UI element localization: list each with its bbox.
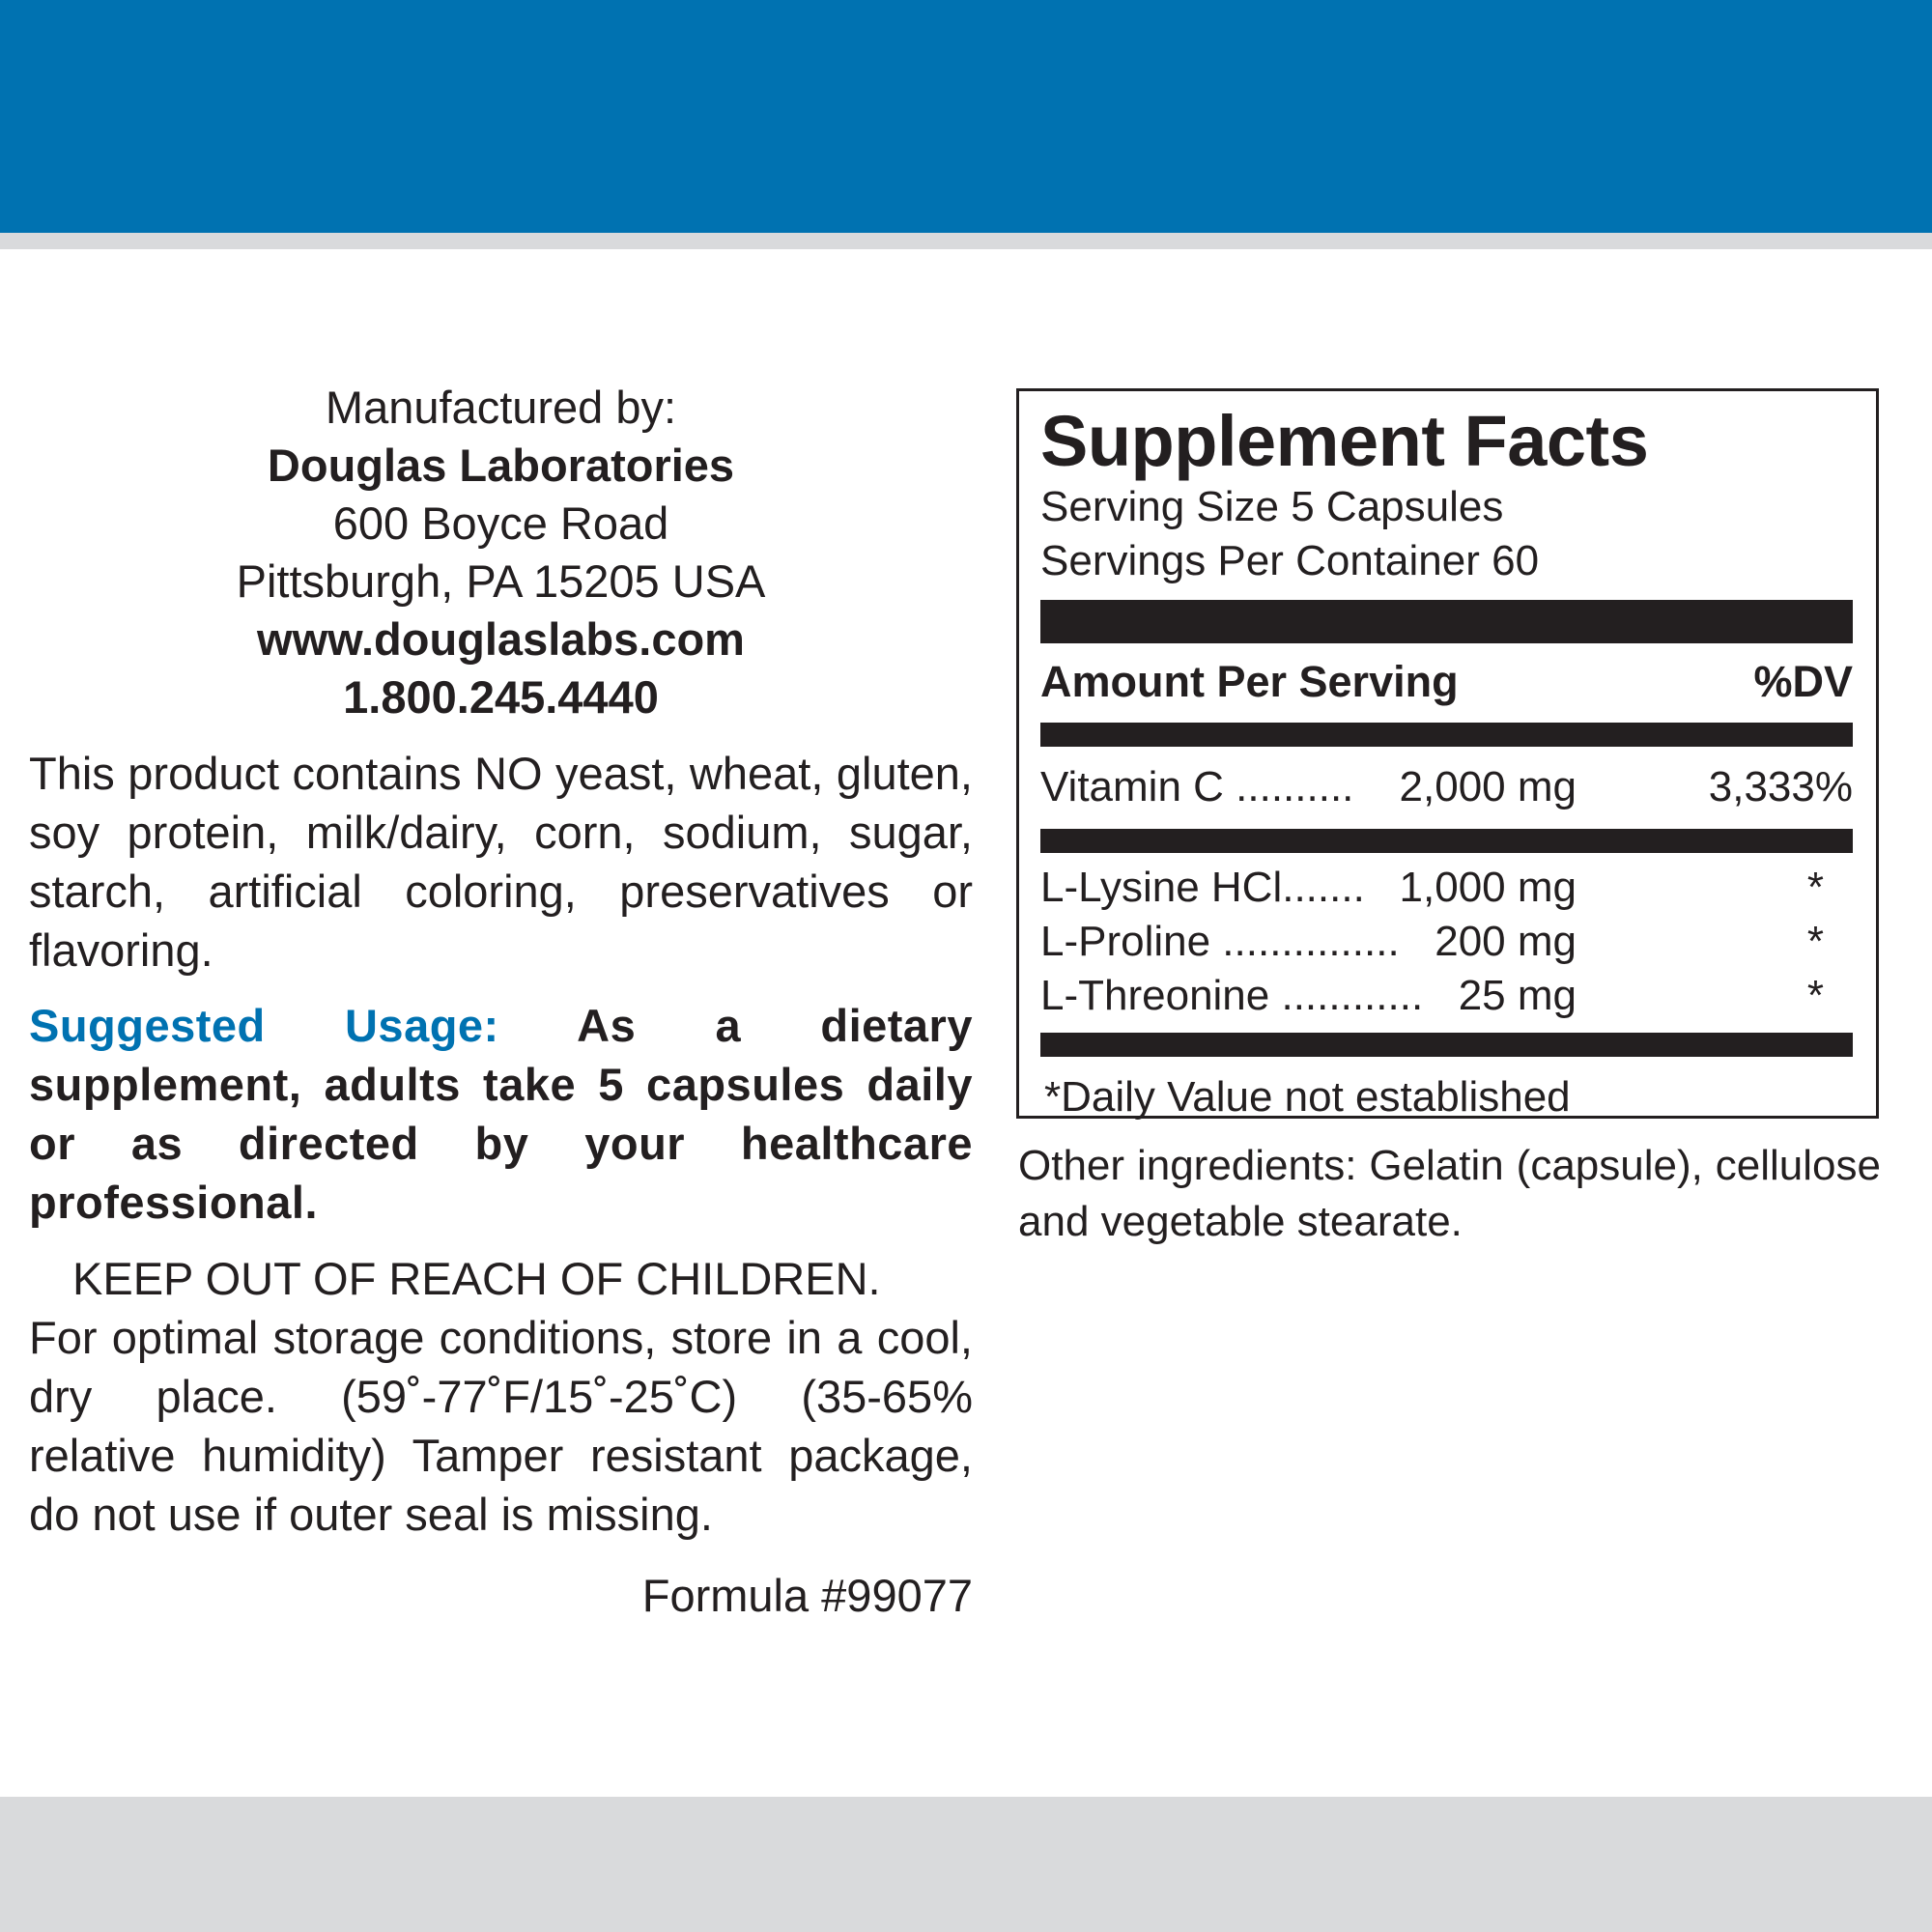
bottom-gray-band [0,1797,1932,1932]
dv-header: %DV [1753,657,1853,706]
facts-divider-thick [1040,600,1853,643]
manufacturer-label: Manufactured by: [325,382,677,433]
manufacturer-block [29,379,973,726]
nutrient-dv: * [1806,864,1824,911]
facts-divider [1040,1033,1853,1057]
facts-divider [1040,723,1853,747]
nutrient-dv: 3,333% [1708,763,1853,810]
nutrient-name: Vitamin C .......... [1040,763,1354,810]
amount-per-serving-header: Amount Per Serving [1040,657,1459,706]
formula-number: Formula #99077 [641,1570,973,1621]
nutrient-name: L-Threonine ............ [1040,972,1424,1019]
nutrient-row-lysine [1040,861,1853,915]
keep-out-warning: KEEP OUT OF REACH OF CHILDREN. [72,1253,881,1304]
top-gray-stripe [0,233,1932,249]
allergen-statement: This product contains NO yeast, wheat, gluten, soy protein, milk/dairy, corn, sodium, sugar, starch, artificial coloring, preservatives or flavoring. [29,748,973,976]
nutrient-amount: 25 mg [1458,972,1577,1019]
manufacturer-address-line2: Pittsburgh, PA 15205 USA [236,555,766,607]
left-column [29,379,973,1625]
supplement-facts-title: Supplement Facts [1040,401,1649,481]
warning-block [29,1249,973,1544]
suggested-usage-text: As a dietary supplement, adults take 5 capsules daily or as directed by your healthcare professional. [29,1000,973,1228]
nutrient-row-vitamin-c [1040,760,1853,814]
amount-header-row [1040,655,1853,709]
nutrient-name: L-Proline ............... [1040,918,1400,965]
storage-instructions: For optimal storage conditions, store in a cool, dry place. (59˚-77˚F/15˚-25˚C) (35-65% relative humidity) Tamper resistant package, do not use if outer seal is missing. [29,1312,973,1540]
facts-divider [1040,829,1853,853]
nutrient-amount: 2,000 mg [1399,763,1577,810]
serving-size: Serving Size 5 Capsules [1040,483,1504,530]
manufacturer-phone: 1.800.245.4440 [343,671,659,723]
suggested-usage [29,996,973,1232]
supplement-facts-panel [1016,388,1879,1119]
dv-footnote: *Daily Value not established [1044,1073,1571,1121]
suggested-usage-label: Suggested Usage: [29,1000,499,1051]
nutrient-amount: 1,000 mg [1399,864,1577,911]
manufacturer-website: www.douglaslabs.com [257,613,745,665]
nutrient-dv: * [1806,972,1824,1019]
nutrient-amount: 200 mg [1435,918,1577,965]
manufacturer-name: Douglas Laboratories [267,440,735,491]
manufacturer-address-line1: 600 Boyce Road [332,497,669,549]
nutrient-name: L-Lysine HCl....... [1040,864,1365,911]
servings-per-container: Servings Per Container 60 [1040,537,1540,584]
other-ingredients: Other ingredients: Gelatin (capsule), cellulose and vegetable stearate. [1018,1142,1881,1245]
nutrient-row-proline [1040,915,1853,969]
top-blue-band [0,0,1932,233]
nutrient-dv: * [1806,918,1824,965]
nutrient-row-threonine [1040,969,1853,1023]
